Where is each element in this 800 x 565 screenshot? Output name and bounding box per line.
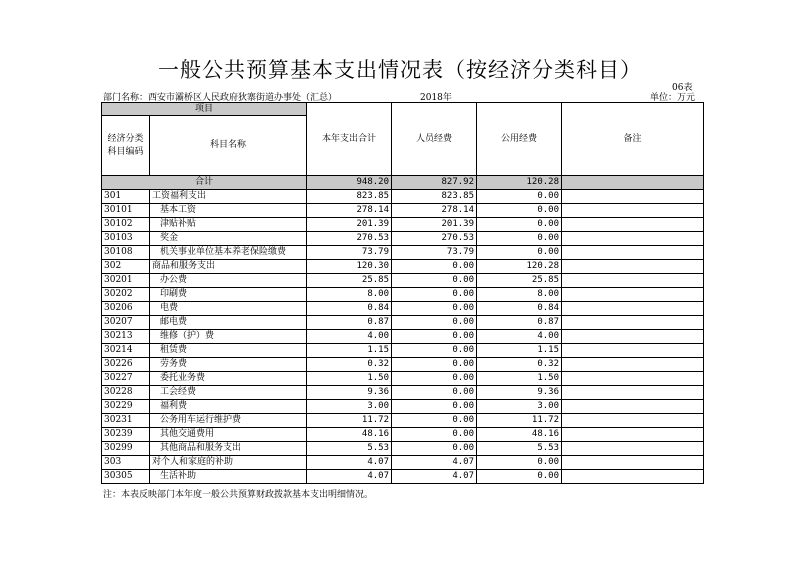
row-remarks <box>562 190 704 204</box>
row-public: 0.00 <box>477 218 562 232</box>
row-code: 303 <box>102 456 150 470</box>
row-code: 30101 <box>102 204 150 218</box>
row-name: 奖金 <box>150 232 307 246</box>
row-personnel: 0.00 <box>392 260 477 274</box>
row-total: 120.30 <box>307 260 392 274</box>
row-name: 维修（护）费 <box>150 330 307 344</box>
row-personnel: 4.07 <box>392 470 477 484</box>
row-total: 25.85 <box>307 274 392 288</box>
row-name: 其他商品和服务支出 <box>150 442 307 456</box>
row-total: 5.53 <box>307 442 392 456</box>
row-remarks <box>562 344 704 358</box>
row-name: 劳务费 <box>150 358 307 372</box>
header-row-top <box>102 103 704 116</box>
row-code: 301 <box>102 190 150 204</box>
row-public: 1.15 <box>477 344 562 358</box>
row-remarks <box>562 400 704 414</box>
row-total: 4.07 <box>307 456 392 470</box>
row-name: 福利费 <box>150 400 307 414</box>
row-total: 11.72 <box>307 414 392 428</box>
row-personnel: 270.53 <box>392 232 477 246</box>
row-remarks <box>562 302 704 316</box>
row-public: 0.00 <box>477 470 562 484</box>
row-personnel: 4.07 <box>392 456 477 470</box>
table-number: 06表 <box>672 83 693 93</box>
table-row <box>102 442 704 456</box>
row-remarks <box>562 330 704 344</box>
row-public: 48.16 <box>477 428 562 442</box>
row-code: 30214 <box>102 344 150 358</box>
row-name: 机关事业单位基本养老保险缴费 <box>150 246 307 260</box>
row-name: 印刷费 <box>150 288 307 302</box>
table-row <box>102 344 704 358</box>
table-row <box>102 386 704 400</box>
row-total: 278.14 <box>307 204 392 218</box>
row-total: 9.36 <box>307 386 392 400</box>
row-remarks <box>562 218 704 232</box>
row-personnel: 73.79 <box>392 246 477 260</box>
row-public: 4.00 <box>477 330 562 344</box>
row-total: 4.07 <box>307 470 392 484</box>
total-personnel: 827.92 <box>392 176 477 190</box>
row-total: 4.00 <box>307 330 392 344</box>
row-name: 公务用车运行维护费 <box>150 414 307 428</box>
row-total: 0.84 <box>307 302 392 316</box>
row-code: 30201 <box>102 274 150 288</box>
row-remarks <box>562 414 704 428</box>
row-public: 5.53 <box>477 442 562 456</box>
total-public: 120.28 <box>477 176 562 190</box>
row-personnel: 0.00 <box>392 400 477 414</box>
table-row <box>102 274 704 288</box>
row-name: 办公费 <box>150 274 307 288</box>
table-row <box>102 400 704 414</box>
public-header: 公用经费 <box>477 103 562 176</box>
row-remarks <box>562 470 704 484</box>
name-header: 科目名称 <box>150 116 307 176</box>
row-code: 30239 <box>102 428 150 442</box>
row-personnel: 0.00 <box>392 358 477 372</box>
page-title: 一般公共预算基本支出情况表（按经济分类科目） <box>158 58 642 82</box>
row-public: 0.87 <box>477 316 562 330</box>
row-remarks <box>562 358 704 372</box>
department-name: 部门名称：西安市灞桥区人民政府狄寨街道办事处（汇总） <box>103 93 338 103</box>
row-personnel: 0.00 <box>392 428 477 442</box>
row-code: 30229 <box>102 400 150 414</box>
row-remarks <box>562 246 704 260</box>
row-public: 9.36 <box>477 386 562 400</box>
row-public: 0.32 <box>477 358 562 372</box>
row-public: 0.00 <box>477 204 562 218</box>
row-name: 邮电费 <box>150 316 307 330</box>
table-row <box>102 428 704 442</box>
row-public: 8.00 <box>477 288 562 302</box>
row-name: 租赁费 <box>150 344 307 358</box>
row-total: 823.85 <box>307 190 392 204</box>
row-name: 工会经费 <box>150 386 307 400</box>
total-remarks <box>562 176 704 190</box>
row-total: 8.00 <box>307 288 392 302</box>
row-public: 120.28 <box>477 260 562 274</box>
row-public: 0.84 <box>477 302 562 316</box>
row-public: 1.50 <box>477 372 562 386</box>
total-row <box>102 176 704 190</box>
row-remarks <box>562 274 704 288</box>
row-remarks <box>562 288 704 302</box>
unit-label: 单位：万元 <box>650 93 696 103</box>
row-public: 11.72 <box>477 414 562 428</box>
row-total: 0.87 <box>307 316 392 330</box>
table-row <box>102 218 704 232</box>
table-row <box>102 414 704 428</box>
table-row <box>102 260 704 274</box>
personnel-header: 人员经费 <box>392 103 477 176</box>
budget-year: 2018年 <box>420 93 452 103</box>
total-sum: 948.20 <box>307 176 392 190</box>
row-public: 25.85 <box>477 274 562 288</box>
row-code: 30102 <box>102 218 150 232</box>
row-public: 0.00 <box>477 190 562 204</box>
table-row <box>102 372 704 386</box>
row-public: 3.00 <box>477 400 562 414</box>
row-remarks <box>562 372 704 386</box>
row-total: 1.50 <box>307 372 392 386</box>
expenditure-table <box>101 102 704 484</box>
table-row <box>102 204 704 218</box>
code-header: 经济分类科目编码 <box>102 116 150 176</box>
row-name: 基本工资 <box>150 204 307 218</box>
row-remarks <box>562 232 704 246</box>
table-row <box>102 190 704 204</box>
table-row <box>102 232 704 246</box>
row-code: 30226 <box>102 358 150 372</box>
row-total: 0.32 <box>307 358 392 372</box>
table-row <box>102 470 704 484</box>
row-remarks <box>562 386 704 400</box>
table-row <box>102 302 704 316</box>
table-row <box>102 358 704 372</box>
row-remarks <box>562 204 704 218</box>
row-total: 270.53 <box>307 232 392 246</box>
total-label: 合计 <box>102 176 307 190</box>
row-personnel: 823.85 <box>392 190 477 204</box>
row-personnel: 0.00 <box>392 274 477 288</box>
row-remarks <box>562 260 704 274</box>
row-total: 201.39 <box>307 218 392 232</box>
row-total: 1.15 <box>307 344 392 358</box>
row-personnel: 0.00 <box>392 442 477 456</box>
row-total: 48.16 <box>307 428 392 442</box>
row-personnel: 0.00 <box>392 344 477 358</box>
row-personnel: 0.00 <box>392 316 477 330</box>
row-name: 对个人和家庭的补助 <box>150 456 307 470</box>
row-public: 0.00 <box>477 232 562 246</box>
row-personnel: 201.39 <box>392 218 477 232</box>
row-code: 30231 <box>102 414 150 428</box>
remarks-header: 备注 <box>562 103 704 176</box>
row-remarks <box>562 442 704 456</box>
row-total: 3.00 <box>307 400 392 414</box>
row-name: 生活补助 <box>150 470 307 484</box>
table-row <box>102 330 704 344</box>
row-code: 30227 <box>102 372 150 386</box>
row-name: 电费 <box>150 302 307 316</box>
item-group-header: 项目 <box>102 103 307 116</box>
row-code: 302 <box>102 260 150 274</box>
row-personnel: 0.00 <box>392 330 477 344</box>
total-header: 本年支出合计 <box>307 103 392 176</box>
footnote: 注：本表反映部门本年度一般公共预算财政拨款基本支出明细情况。 <box>103 490 374 500</box>
row-personnel: 0.00 <box>392 414 477 428</box>
row-name: 津贴补贴 <box>150 218 307 232</box>
row-name: 商品和服务支出 <box>150 260 307 274</box>
row-code: 30228 <box>102 386 150 400</box>
row-code: 30206 <box>102 302 150 316</box>
row-code: 30207 <box>102 316 150 330</box>
row-remarks <box>562 456 704 470</box>
row-total: 73.79 <box>307 246 392 260</box>
row-code: 30213 <box>102 330 150 344</box>
row-code: 30305 <box>102 470 150 484</box>
row-personnel: 0.00 <box>392 372 477 386</box>
table-row <box>102 246 704 260</box>
row-name: 其他交通费用 <box>150 428 307 442</box>
row-personnel: 278.14 <box>392 204 477 218</box>
table-row <box>102 288 704 302</box>
row-remarks <box>562 428 704 442</box>
row-code: 30202 <box>102 288 150 302</box>
row-personnel: 0.00 <box>392 288 477 302</box>
row-public: 0.00 <box>477 456 562 470</box>
row-code: 30108 <box>102 246 150 260</box>
row-name: 委托业务费 <box>150 372 307 386</box>
row-public: 0.00 <box>477 246 562 260</box>
row-personnel: 0.00 <box>392 302 477 316</box>
table-row <box>102 316 704 330</box>
table-row <box>102 456 704 470</box>
row-name: 工资福利支出 <box>150 190 307 204</box>
row-code: 30299 <box>102 442 150 456</box>
row-remarks <box>562 316 704 330</box>
row-personnel: 0.00 <box>392 386 477 400</box>
row-code: 30103 <box>102 232 150 246</box>
